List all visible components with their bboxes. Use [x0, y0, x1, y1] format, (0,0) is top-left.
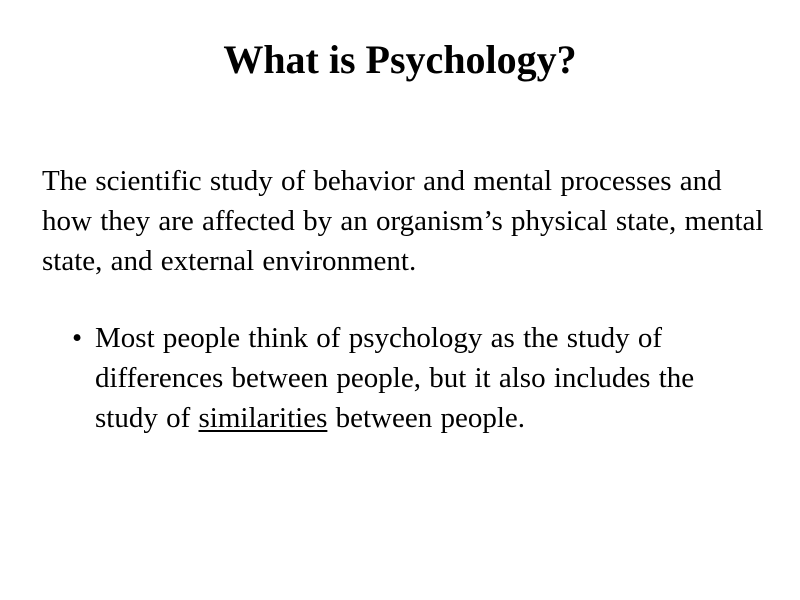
bullet-item [70, 318, 760, 438]
definition-paragraph: The scientific study of behavior and mental processes and how they are affected by an organism’s physical state, mental state, and external environment. [42, 165, 764, 277]
bullet-text-after: between people. [327, 402, 526, 434]
bullet-text-before: Most people think of psychology as the study of differences between people, but it also includes the study of [95, 322, 695, 434]
bullet-list [70, 318, 760, 438]
bullet-marker: • [72, 322, 83, 354]
slide-title: What is Psychology? [223, 37, 577, 82]
underlined-word-similarities: similarities [198, 402, 328, 434]
